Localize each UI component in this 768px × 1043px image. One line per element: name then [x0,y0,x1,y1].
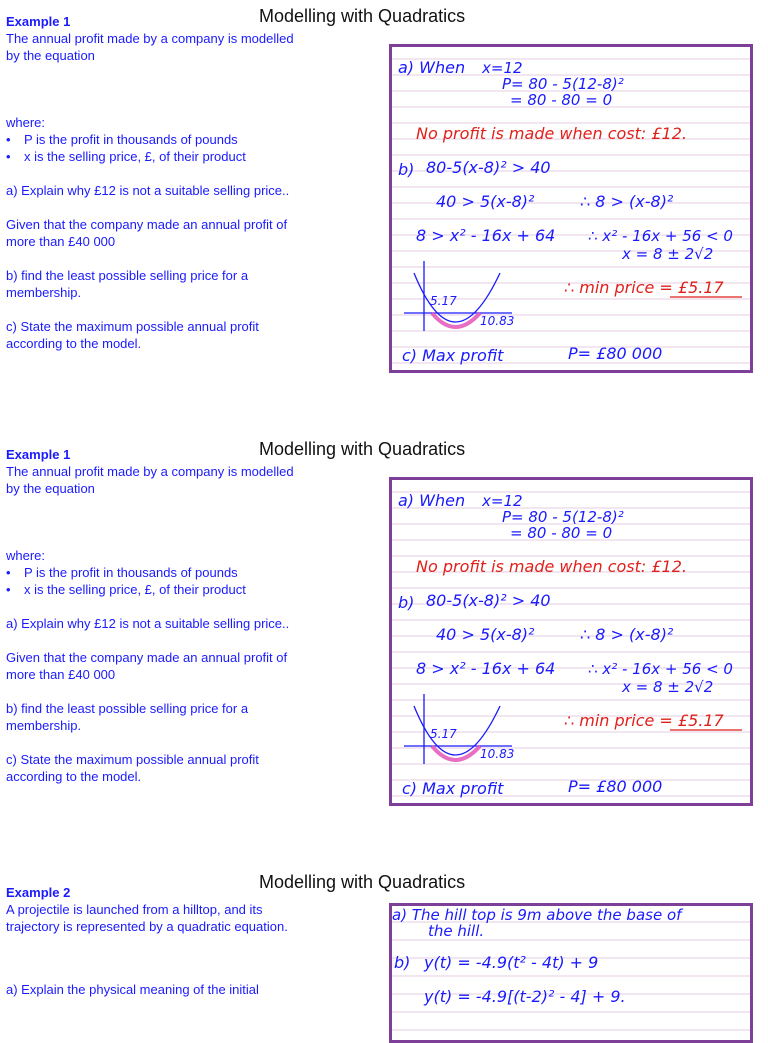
solution-panel [389,903,753,1043]
definition-list [6,131,296,165]
question-a: a) Explain why £12 is not a suitable selling price.. [6,616,290,631]
part-a-conclusion: No profit is made when cost: £12. [416,557,687,576]
part-b-line-2: y(t) = -4.9[(t-2)² - 4] + 9. [424,987,626,1006]
slide-title: Modelling with Quadratics [259,872,466,892]
question-b: b) find the least possible selling price for a membership. [6,701,249,733]
slide-2 [0,433,768,833]
part-b-line-1: y(t) = -4.9(t² - 4t) + 9 [424,953,599,972]
part-b-label: b) [394,953,411,972]
solution-panel [389,477,753,806]
question-text [6,13,296,352]
part-a-line-2: = 80 - 80 = 0 [510,524,613,542]
example-label: Example 2 [6,885,71,900]
solution-panel [389,44,753,373]
part-b-conclusion: ∴ min price = £5.17 [564,711,724,730]
root-label-left: 5.17 [430,294,457,308]
part-b-line-3b: ∴ x² - 16x + 56 < 0 [588,660,733,678]
where-label: where: [6,548,46,563]
part-a-line-1b: the hill. [428,922,485,940]
root-label-right: 10.83 [480,314,515,328]
slide-title: Modelling with Quadratics [259,439,466,459]
slide-title: Modelling with Quadratics [259,6,466,26]
part-a-conclusion: No profit is made when cost: £12. [416,124,687,143]
where-label: where: [6,115,46,130]
part-a-line-1: P= 80 - 5(12-8)² [502,75,624,93]
part-c-answer: P= £80 000 [568,777,663,796]
example-label: Example 1 [6,14,71,29]
part-c-label: c) Max profit [402,779,504,798]
given-text: Given that the company made an annual profit of more than £40 000 [6,650,288,682]
question-c: c) State the maximum possible annual profit according to the model. [6,319,259,351]
part-b-conclusion: ∴ min price = £5.17 [564,278,724,297]
question-b: b) find the least possible selling price for a membership. [6,268,249,300]
definition-list [6,564,296,598]
intro-text: The annual profit made by a company is modelled by the equation [6,31,294,63]
part-b-line-2: 40 > 5(x-8)² [436,192,535,211]
part-b-line-2b: ∴ 8 > (x-8)² [580,192,674,211]
part-b-line-3c: x = 8 ± 2√2 [622,245,714,263]
part-a-line-1: a) The hill top is 9m above the base of [392,906,682,924]
question-a: a) Explain why £12 is not a suitable selling price.. [6,183,290,198]
part-a-label: a) When [398,491,466,510]
given-text: Given that the company made an annual profit of more than £40 000 [6,217,288,249]
part-a-condition: x=12 [482,492,523,510]
question-a: a) Explain the physical meaning of the initial [6,982,259,997]
part-b-label: b) [398,593,415,612]
parabola-sketch [404,261,514,331]
part-b-line-2: 40 > 5(x-8)² [436,625,535,644]
slide-3 [0,866,768,1024]
list-item: • P is the profit in thousands of pounds [6,564,296,581]
part-c-answer: P= £80 000 [568,344,663,363]
intro-text: A projectile is launched from a hilltop, and its trajectory is represented by a quadratic equation. [6,902,288,934]
intro-text: The annual profit made by a company is modelled by the equation [6,464,294,496]
list-item: • x is the selling price, £, of their product [6,581,296,598]
root-label-left: 5.17 [430,727,457,741]
example-label: Example 1 [6,447,71,462]
part-a-line-2: = 80 - 80 = 0 [510,91,613,109]
part-b-line-1: 80-5(x-8)² > 40 [426,591,551,610]
root-label-right: 10.83 [480,747,515,761]
question-c: c) State the maximum possible annual profit according to the model. [6,752,259,784]
part-a-line-1: P= 80 - 5(12-8)² [502,508,624,526]
question-text [6,446,296,785]
list-item: • P is the profit in thousands of pounds [6,131,296,148]
part-a-condition: x=12 [482,59,523,77]
part-a-label: a) When [398,58,466,77]
part-c-label: c) Max profit [402,346,504,365]
part-b-line-3: 8 > x² - 16x + 64 [416,226,556,245]
part-b-line-2b: ∴ 8 > (x-8)² [580,625,674,644]
part-b-line-3b: ∴ x² - 16x + 56 < 0 [588,227,733,245]
parabola-sketch [404,694,514,764]
part-b-line-3: 8 > x² - 16x + 64 [416,659,556,678]
part-b-label: b) [398,160,415,179]
part-b-line-3c: x = 8 ± 2√2 [622,678,714,696]
part-b-line-1: 80-5(x-8)² > 40 [426,158,551,177]
question-text [6,884,296,998]
list-item: • x is the selling price, £, of their product [6,148,296,165]
slide-1 [0,0,768,400]
